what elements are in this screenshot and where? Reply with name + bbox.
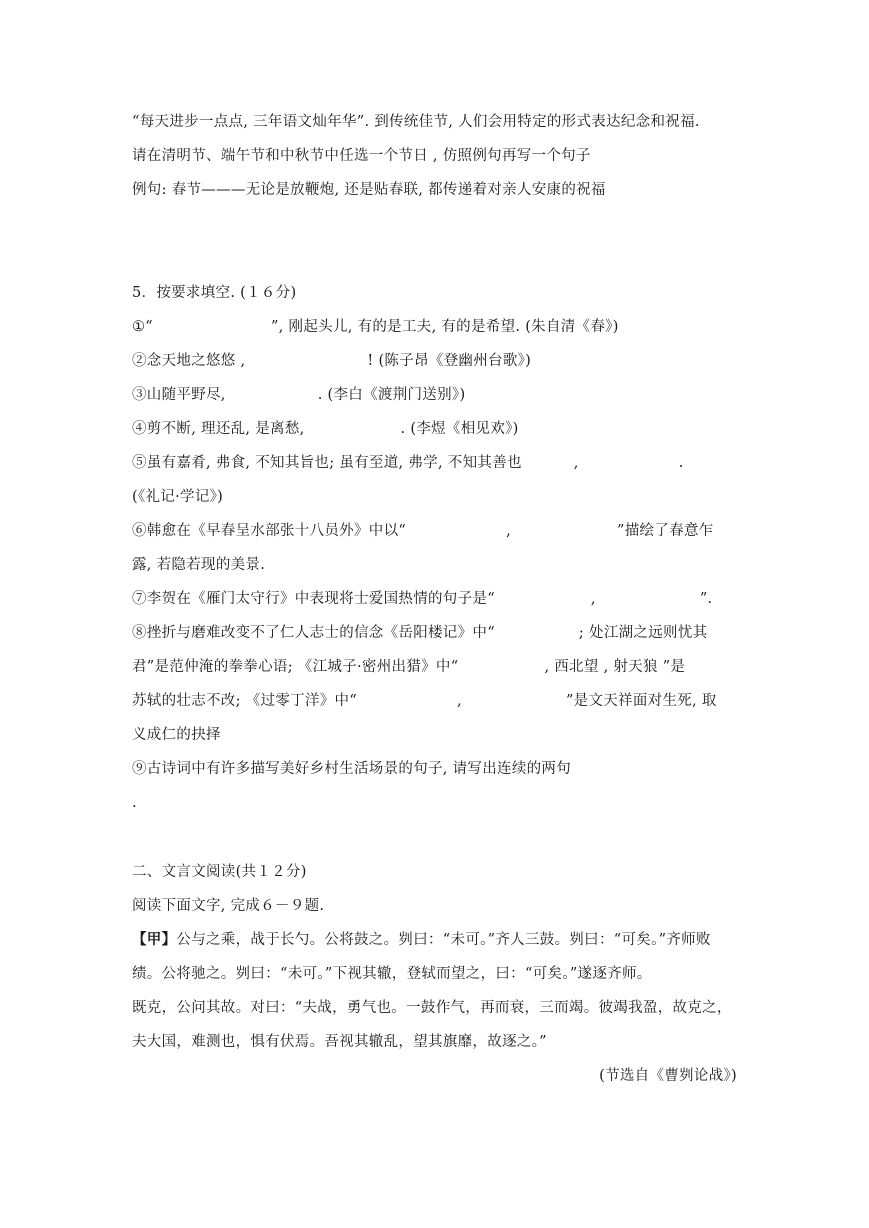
passage-jia-text-1: 公与之乘，战于长勺。公将鼓之。刿曰：“未可。”齐人三鼓。刿曰：“可矣。”齐师败 — [176, 932, 711, 948]
fill-item-4-source: . (李煜《相见欢》) — [400, 421, 519, 437]
fill-item-6 — [132, 521, 714, 541]
fill-item-8-comma-3: , — [457, 693, 462, 709]
fill-item-2-text: ②念天地之悠悠 , — [132, 353, 246, 369]
fill-item-6-cont: 露, 若隐若现的美景. — [132, 557, 266, 573]
fill-item-8-line-4: 义成仁的抉择 — [132, 727, 221, 743]
passage-jia-line-4: 夫大国，难测也，惧有伏焉。吾视其辙乱，望其旗靡，故逐之。” — [132, 1034, 547, 1050]
fill-item-8-line-3 — [132, 691, 717, 711]
fill-item-2 — [132, 351, 531, 371]
intro-line-2: 请在清明节、端午节和中秋节中任选一个节日 , 仿照例句再写一个句子 — [132, 148, 591, 164]
fill-item-7-text: ⑦李贺在《雁门太守行》中表现将士爱国热情的句子是“ — [132, 591, 495, 607]
passage-jia-line-1 — [132, 930, 711, 950]
fill-item-8 — [132, 623, 707, 643]
fill-item-7 — [132, 589, 712, 609]
fill-item-8-rest-2: , 西北望 , 射天狼 ”是 — [544, 659, 686, 675]
fill-item-6-rest: ”描绘了春意乍 — [617, 523, 714, 539]
fill-item-1-open: ①“ — [132, 319, 154, 335]
fill-item-5-source: (《礼记·学记》) — [132, 489, 224, 505]
fill-item-5-comma: , — [573, 455, 579, 471]
fill-item-1-rest: ”, 刚起头儿, 有的是工夫, 有的是希望. (朱自清《春》) — [271, 319, 619, 335]
fill-item-3-source: . (李白《渡荆门送别》) — [317, 387, 466, 403]
fill-item-5-period: . — [678, 455, 684, 471]
fill-item-9: ⑨古诗词中有许多描写美好乡村生活场景的句子, 请写出连续的两句 — [132, 761, 572, 777]
fill-item-2-source: ! (陈子昂《登幽州台歌》) — [367, 353, 532, 369]
fill-item-3-text: ③山随平野尽, — [132, 387, 226, 403]
passage-jia-line-3: 既克，公问其故。对曰：“夫战，勇气也。一鼓作气，再而衰，三而竭。彼竭我盈，故克之， — [132, 1000, 732, 1016]
fill-item-6-comma: , — [506, 523, 512, 539]
fill-item-1 — [132, 317, 619, 337]
fill-item-3 — [132, 385, 465, 405]
fill-item-8-text: ⑧挫折与磨难改变不了仁人志士的信念《岳阳楼记》中“ — [132, 625, 495, 641]
fill-item-6-text: ⑥韩愈在《早春呈水部张十八员外》中以“ — [132, 523, 407, 539]
section-2-instruction: 阅读下面文字, 完成６－９题. — [132, 898, 325, 914]
intro-line-1: “每天进步一点点, 三年语文灿年华”. 到传统佳节, 人们会用特定的形式表达纪念和祝福. — [132, 114, 700, 130]
fill-item-4-text: ④剪不断, 理还乱, 是离愁, — [132, 421, 305, 437]
fill-item-8-line-2 — [132, 657, 685, 677]
question-5-title: 5．按要求填空. (１６分) — [132, 285, 297, 301]
fill-item-5-text: ⑤虽有嘉肴, 弗食, 不知其旨也; 虽有至道, 弗学, 不知其善也 — [132, 455, 522, 471]
section-2-title: 二、文言文阅读(共１２分) — [132, 864, 307, 880]
fill-item-8-rest-3: ”是文天祥面对生死, 取 — [565, 693, 717, 709]
fill-item-5 — [132, 453, 684, 473]
fill-item-8-text-3: 苏轼的壮志不改; 《过零丁洋》中“ — [132, 693, 358, 709]
passage-source: (节选自《曹刿论战》) — [599, 1068, 737, 1084]
fill-item-8-text-2: 君”是范仲淹的拳拳心语; 《江城子·密州出猎》中“ — [132, 659, 459, 675]
passage-jia-tag: 【甲】 — [132, 931, 177, 948]
fill-item-7-end: ”. — [699, 591, 713, 607]
fill-item-9-end: . — [132, 795, 137, 811]
fill-item-4 — [132, 419, 519, 439]
intro-example: 例句: 春节———无论是放鞭炮, 还是贴春联, 都传递着对亲人安康的祝福 — [132, 182, 606, 198]
fill-item-7-comma: , — [590, 591, 596, 607]
fill-item-8-rest: ; 处江湖之远则忧其 — [578, 625, 708, 641]
passage-jia-line-2: 绩。公将驰之。刿曰：“未可。”下视其辙，登轼而望之，曰：“可矣。”遂逐齐师。 — [132, 966, 652, 982]
